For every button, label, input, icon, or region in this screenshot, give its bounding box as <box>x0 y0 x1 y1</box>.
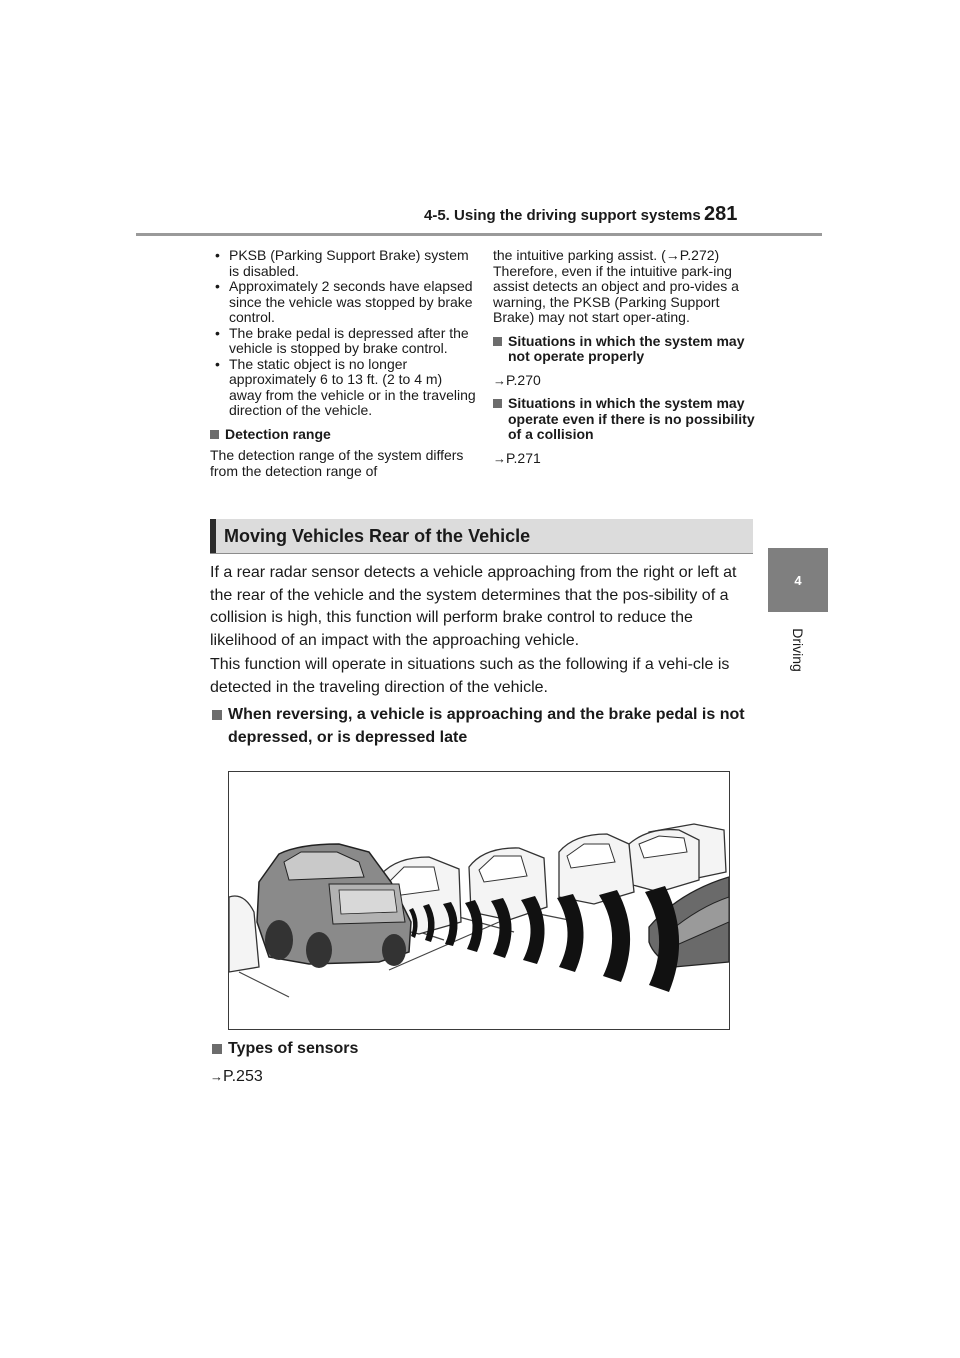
right-column <box>493 248 755 466</box>
continued-text: the intuitive parking assist. (→P.272) Therefore, even if the intuitive park-ing assist detects an object and pro-vides a warning, the PKSB (Parking Support Brake) may not start oper-ating. <box>493 247 739 325</box>
list-item: • Approximately 2 seconds have elapsed since the vehicle was stopped by brake control. <box>210 279 478 326</box>
conditions-paragraph: This function will operate in situations such as the following if a vehi-cle is detected in the traveling direction of the vehicle. <box>210 656 730 696</box>
arrow-icon: → <box>493 450 506 466</box>
list-item: • The static object is no longer approximately 6 to 13 ft. (2 to 4 m) away from the vehicle or in the traveling direction of the vehicle. <box>210 357 478 419</box>
page-number: 281 <box>704 203 738 225</box>
section-title: Moving Vehicles Rear of the Vehicle <box>224 526 531 546</box>
intro-paragraph: If a rear radar sensor detects a vehicle approaching from the right or left at the rear of the vehicle and the system determines that the pos-sibility of a collision is high, this function will perform brake control to reduce the likelihood of an impact with the approaching vehicle. <box>210 564 737 649</box>
not-operate-heading: Situations in which the system may not operate properly <box>493 334 755 365</box>
may-operate-heading: Situations in which the system may operate even if there is no possibility of a collision <box>493 396 755 443</box>
running-header: 4-5. Using the driving support systems <box>424 207 701 224</box>
left-column <box>210 248 478 479</box>
page-reference-link[interactable]: →P.270 <box>493 371 541 388</box>
rear-cross-traffic-illustration <box>229 772 729 1029</box>
section-heading-bar <box>210 519 753 554</box>
list-item: • The brake pedal is depressed after the vehicle is stopped by brake control. <box>210 326 478 357</box>
illustration-frame <box>228 771 730 1030</box>
chapter-tab[interactable] <box>768 548 828 612</box>
reversing-subheading: When reversing, a vehicle is approaching and the brake pedal is not depressed, or is depressed late <box>210 704 758 749</box>
list-item: • PKSB (Parking Support Brake) system is disabled. <box>210 248 478 279</box>
detection-range-heading: Detection range <box>210 427 478 443</box>
page-reference-link[interactable]: →P.271 <box>493 449 541 466</box>
chapter-label: Driving <box>789 628 806 672</box>
arrow-icon: → <box>210 1069 223 1084</box>
header-divider <box>136 233 822 236</box>
arrow-icon: → <box>493 372 506 388</box>
sensors-subheading: Types of sensors <box>210 1038 758 1061</box>
chapter-number: 4 <box>794 572 802 588</box>
detection-range-text: The detection range of the system differs from the detection range of <box>210 447 464 479</box>
page-reference-link[interactable]: →P.253 <box>210 1068 263 1085</box>
